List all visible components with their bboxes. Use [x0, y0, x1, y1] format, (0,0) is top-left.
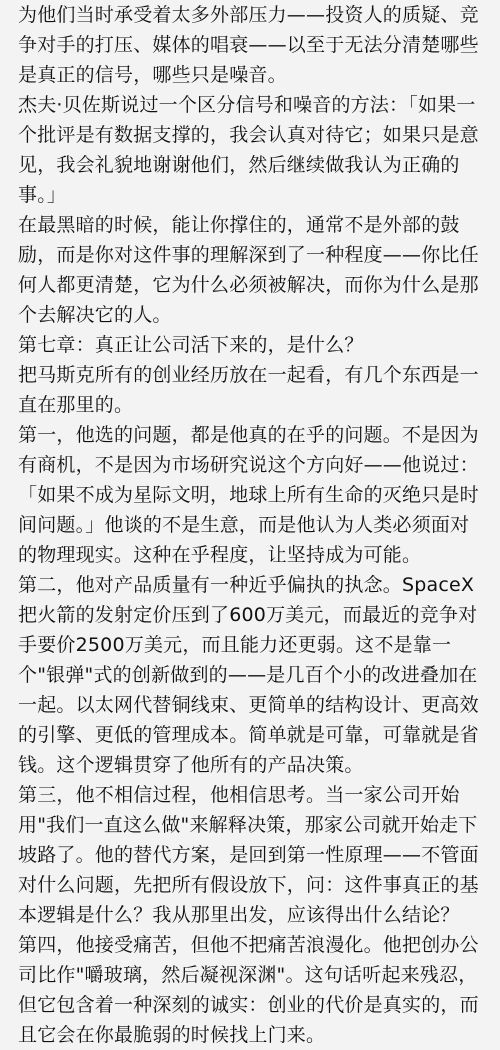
paragraph: 第四，他接受痛苦，但他不把痛苦浪漫化。他把创办公司比作"嚼玻璃，然后凝视深渊"。这句话听起来残忍，但它包含着一种深刻的诚实：创业的代价是真实的，而且它会在你最脆弱的时候找上门来。	[18, 934, 479, 1046]
paragraph: 把马斯克所有的创业经历放在一起看，有几个东西是一直在那里的。	[18, 364, 479, 416]
paragraph: 第三，他不相信过程，他相信思考。当一家公司开始用"我们一直这么做"来解释决策，那家公司就开始走下坡路了。他的替代方案，是回到第一性原理——不管面对什么问题，先把所有假设放下，问：这件事真正的基本逻辑是什么？我从那里出发，应该得出什么结论？	[18, 784, 479, 926]
article-body	[18, 0, 482, 1050]
paragraph: 在最黑暗的时候，能让你撑住的，通常不是外部的鼓励，而是你对这件事的理解深到了一种程度——你比任何人都更清楚，它为什么必须被解决，而你为什么是那个去解决它的人。	[18, 214, 479, 326]
paragraph: 杰夫·贝佐斯说过一个区分信号和噪音的方法：「如果一个批评是有数据支撑的，我会认真对待它；如果只是意见，我会礼貌地谢谢他们，然后继续做我认为正确的事。」	[18, 94, 479, 206]
paragraph: 为他们当时承受着太多外部压力——投资人的质疑、竞争对手的打压、媒体的唱衰——以至于无法分清楚哪些是真正的信号，哪些只是噪音。	[18, 4, 479, 86]
paragraph: 第二，他对产品质量有一种近乎偏执的执念。SpaceX把火箭的发射定价压到了600万美元，而最近的竞争对手要价2500万美元，而且能力还更弱。这不是靠一个"银弹"式的创新做到的——是几百个小的改进叠加在一起。以太网代替铜线束、更简单的结构设计、更高效的引擎、更低的管理成本。简单就是可靠，可靠就是省钱。这个逻辑贯穿了他所有的产品决策。	[18, 574, 479, 776]
chapter-heading: 第七章：真正让公司活下来的，是什么？	[18, 334, 364, 356]
paragraph: 第一，他选的问题，都是他真的在乎的问题。不是因为有商机，不是因为市场研究说这个方向好——他说过：「如果不成为星际文明，地球上所有生命的灭绝只是时间问题。」他谈的不是生意，而是他认为人类必须面对的物理现实。这种在乎程度，让坚持成为可能。	[18, 424, 479, 566]
